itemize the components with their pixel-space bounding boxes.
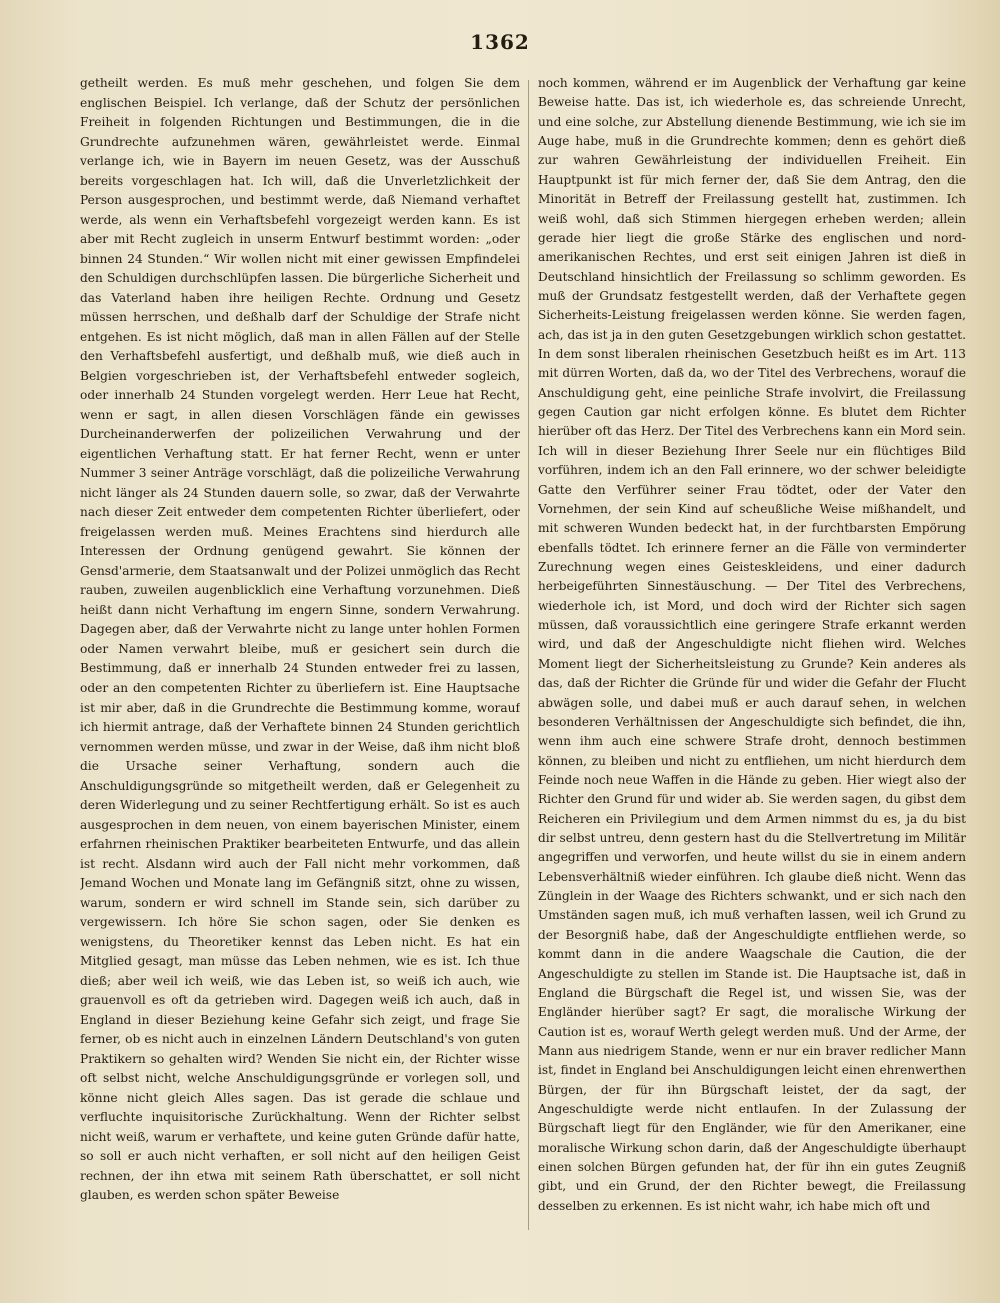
left-column	[80, 74, 520, 1224]
column-divider	[528, 80, 529, 1230]
page-number: 1362	[470, 30, 530, 54]
right-column-text: noch kommen, während er im Augenblick der Verhaftung gar keine Beweise hatte. Das ist, ich wiederhole es, das schreiende Unrecht, und eine solche, zur Abstellung dienende Bestimmung, wie ich sie im Auge habe, muß in die Grundrechte kommen; denn es gehört dieß zur wahren Gewährleistung der individuellen Freiheit. Ein Hauptpunkt ist für mich ferner der, daß Sie dem Antrag, den die Minorität in Betreff der Freilassung gestellt hat, zustimmen. Ich weiß wohl, daß sich Stimmen hiergegen erheben werden; allein gerade hier liegt die große Stärke des englischen und nord-amerikanischen Rechtes, und erst seit einigen Jahren ist dieß in Deutschland hinsichtlich der Freilassung so schlimm geworden. Es muß der Grundsatz festgestellt werden, daß der Verhaftete gegen Sicherheits-Leistung freigelassen werden könne. Sie werden fagen, ach, das ist ja in den guten Gesetzgebungen wirklich schon gestattet. In dem sonst liberalen rheinischen Gesetzbuch heißt es im Art. 113 mit dürren Worten, daß da, wo der Titel des Verbrechens, worauf die Anschuldigung geht, eine peinliche Strafe involvirt, die Freilassung gegen Caution gar nicht erfolgen könne. Es blutet dem Richter hierüber oft das Herz. Der Titel des Verbrechens kann ein Mord sein. Ich will in dieser Beziehung Ihrer Seele nur ein flüchtiges Bild vorführen, indem ich an den Fall erinnere, wo der schwer beleidigte Gatte den Verführer seiner Frau tödtet, oder der Vater den Vornehmen, der sein Kind auf scheußliche Weise mißhandelt, und mit schweren Wunden bedeckt hat, in der furchtbarsten Empörung ebenfalls tödtet. Ich erinnere ferner an die Fälle von verminderter Zurechnung wegen eines Geisteskleidens, und einer dadurch herbeigeführten Sinnestäuschung. — Der Titel des Verbrechens, wiederhole ich, ist Mord, und doch wird der Richter sich sagen müssen, daß voraussichtlich eine geringere Strafe erkannt werden wird, und daß der Angeschuldigte nicht fliehen wird. Welches Moment liegt der Sicherheitsleistung zu Grunde? Kein anderes als das, daß der Richter die Gründe für und wider die Gefahr der Flucht abwägen solle, und dabei muß er auch darauf sehen, in welchen besonderen Verhältnissen der Angeschuldigte sich befindet, die ihn, wenn ihm auch eine schwere Strafe droht, dennoch bestimmen können, zu bleiben und nicht zu entfliehen, um nicht hierdurch dem Feinde noch neue Waffen in die Hände zu geben. Hier wiegt also der Richter den Grund für und wider ab. Sie werden sagen, du gibst dem Reicheren ein Privilegium und dem Armen nimmst du es, ja du bist dir selbst untreu, denn gestern hast du die Stellvertretung im Militär angegriffen und verworfen, und heute willst du sie in einem andern Lebensverhältniß wieder einführen. Ich glaube dieß nicht. Wenn das Zünglein in der Waage des Richters schwankt, und er sich nach den Umständen sagen muß, ich muß verhaften lassen, weil ich Grund zu der Besorgniß habe, daß der Angeschuldigte entfliehen werde, so kommt dann in die andere Waagschale die Caution, die der Angeschuldigte zu stellen im Stande ist. Die Hauptsache ist, daß in England die Bürgschaft die Regel ist, und wissen Sie, was der Engländer hierüber sagt? Er sagt, die moralische Wirkung der Caution ist es, worauf Werth gelegt werden muß. Und der Arme, der Mann aus niedrigem Stande, wenn er nur ein braver redlicher Mann ist, findet in England bei Anschuldigungen leicht einen ehrenwerthen Bürgen, der für ihn Bürgschaft leistet, der da sagt, der Angeschuldigte werde nicht entlaufen. In der Zulassung der Bürgschaft liegt für den Engländer, wie für den Amerikaner, eine moralische Wirkung schon darin, daß der Angeschuldigte überhaupt einen solchen Bürgen gefunden hat, der für ihn ein gutes Zeugniß gibt, und ein Grund, der den Richter bewegt, die Freilassung desselben zu erkennen. Es ist nicht wahr, ich habe mich oft und	[538, 76, 966, 1213]
left-column-text: getheilt werden. Es muß mehr geschehen, und folgen Sie dem englischen Beispiel. Ich verlange, daß der Schutz der persönlichen Freiheit in folgenden Richtungen und Bestimmungen, die in die Grundrechte aufzunehmen wären, gewährleistet werde. Einmal verlange ich, wie in Bayern im neuen Gesetz, was der Ausschuß bereits vorgeschlagen hat. Ich will, daß die Unverletzlichkeit der Person ausgesprochen, und bestimmt werde, daß Niemand verhaftet werde, als wenn ein Verhaftsbefehl vorgezeigt werden kann. Es ist aber mit Recht zugleich in unserm Entwurf bestimmt worden: „oder binnen 24 Stunden.“ Wir wollen nicht mit einer gewissen Empfindelei den Schuldigen durchschlüpfen lassen. Die bürgerliche Sicherheit und das Vaterland haben ihre heiligen Rechte. Ordnung und Gesetz müssen herrschen, und deßhalb darf der Schuldige der Strafe nicht entgehen. Es ist nicht möglich, daß man in allen Fällen auf der Stelle den Verhaftsbefehl ausfertigt, und deßhalb muß, wie dieß auch in Belgien vorgeschrieben ist, der Verhaftsbefehl entweder sogleich, oder innerhalb 24 Stunden vorgelegt werden. Herr Leue hat Recht, wenn er sagt, in allen diesen Vorschlägen fände ein gewisses Durcheinanderwerfen der polizeilichen Verwahrung und der eigentlichen Verhaftung statt. Er hat ferner Recht, wenn er unter Nummer 3 seiner Anträge vorschlägt, daß die polizeiliche Verwahrung nicht länger als 24 Stunden dauern solle, so zwar, daß der Verwahrte nach dieser Zeit entweder dem competenten Richter überliefert, oder freigelassen werden muß. Meines Erachtens sind hierdurch alle Interessen der Ordnung genügend gewahrt. Sie können der Gensd'armerie, dem Staatsanwalt und der Polizei unmöglich das Recht rauben, zuweilen augenblicklich eine Verhaftung vorzunehmen. Dieß heißt dann nicht Verhaftung im engern Sinne, sondern Verwahrung. Dagegen aber, daß der Verwahrte nicht zu lange unter hohlen Formen oder Namen verwahrt bleibe, muß er gesichert sein durch die Bestimmung, daß er innerhalb 24 Stunden entweder frei zu lassen, oder an den competenten Richter zu überliefern ist. Eine Hauptsache ist mir aber, daß in die Grundrechte die Bestimmung komme, worauf ich hiermit antrage, daß der Verhaftete binnen 24 Stunden gerichtlich vernommen werden müsse, und zwar in der Weise, daß ihm nicht bloß die Ursache seiner Verhaftung, sondern auch die Anschuldigungsgründe so mitgetheilt werden, daß er Gelegenheit zu deren Widerlegung und zu seiner Rechtfertigung erhält. So ist es auch ausgesprochen in dem neuen, von einem bayerischen Minister, einem erfahrnen rheinischen Praktiker bearbeiteten Entwurfe, und das allein ist recht. Alsdann wird auch der Fall nicht mehr vorkommen, daß Jemand Wochen und Monate lang im Gefängniß sitzt, ohne zu wissen, warum, sondern er wird schnell im Stande sein, sich darüber zu vergewissern. Ich höre Sie schon sagen, oder Sie denken es wenigstens, du Theoretiker kennst das Leben nicht. Es hat ein Mitglied gesagt, man müsse das Leben nehmen, wie es ist. Ich thue dieß; aber weil ich weiß, wie das Leben ist, so weiß ich auch, wie grauenvoll es oft da getrieben wird. Dagegen weiß ich auch, daß in England in dieser Beziehung keine Gefahr sich zeigt, und frage Sie ferner, ob es nicht auch in einzelnen Ländern Deutschland's von guten Praktikern so gehalten wird? Wenden Sie nicht ein, der Richter wisse oft selbst nicht, welche Anschuldigungsgründe er vorlegen soll, und könne nicht gleich Alles sagen. Das ist gerade die schlaue und verfluchte inquisitorische Zurückhaltung. Wenn der Richter selbst nicht weiß, warum er verhaftete, und keine guten Gründe dafür hatte, so soll er auch nicht verhaften, er soll nicht auf den heiligen Geist rechnen, der ihn etwa mit seinem Rath überschattet, er soll nicht glauben, es werden schon später Beweise	[80, 76, 520, 1203]
right-column	[538, 74, 966, 1224]
